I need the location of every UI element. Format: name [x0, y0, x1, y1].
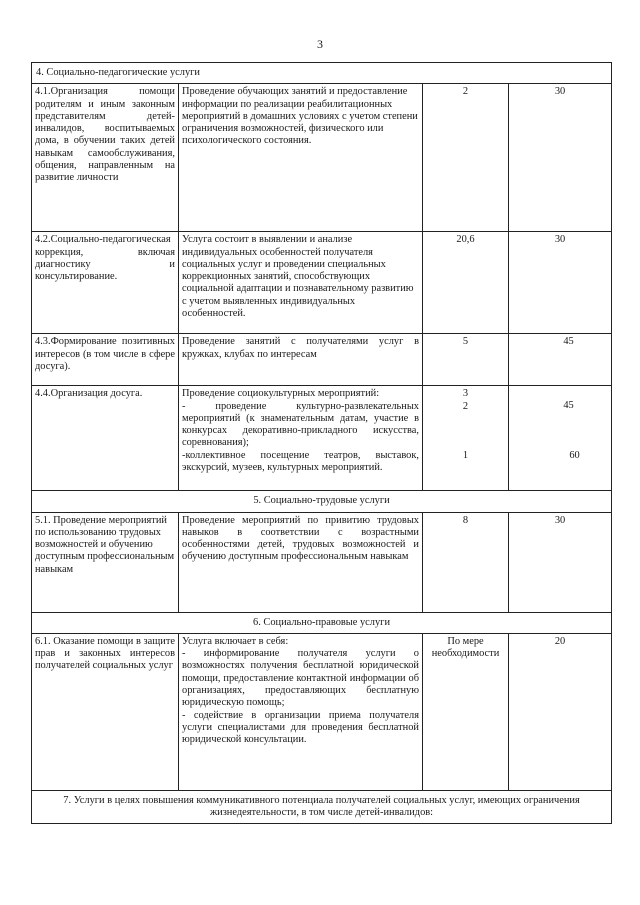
- service-description: Проведение мероприятий по привитию трудовых навыков в соответствии с возрастными особенностями детей, трудовых возможностей и обучению доступным профессиональным навыкам: [179, 512, 423, 612]
- service-name: 6.1. Оказание помощи в защите прав и законных интересов получателей социальных услуг: [32, 633, 179, 790]
- value-a: 3: [462, 388, 469, 400]
- services-table: [31, 62, 612, 824]
- service-name: 4.3.Формирование позитивных интересов (в том числе в сфере досуга).: [32, 334, 179, 386]
- service-name: 4.4.Организация досуга.: [32, 386, 179, 491]
- value-b: 2: [462, 400, 469, 412]
- service-name: 5.1. Проведение мероприятий по использованию трудовых возможностей и обучению доступным профессиональным навыкам: [32, 512, 179, 612]
- service-value-2: 30: [509, 84, 612, 232]
- value-b: 60: [569, 449, 580, 461]
- description-line: Услуга включает в себя:: [182, 635, 289, 647]
- section-4-title: 4. Социально-педагогические услуги: [32, 63, 612, 84]
- service-value-2: [509, 386, 612, 491]
- description-line: Проведение социокультурных мероприятий:: [182, 388, 380, 400]
- service-description: [179, 386, 423, 491]
- service-value-2: 30: [509, 512, 612, 612]
- service-description: Проведение обучающих занятий и предоставление информации по реализации реабилитационных мероприятий в домашних условиях с учетом степени ограничения возможностей, физического или психологического состояния.: [179, 84, 423, 232]
- table-row: [32, 633, 612, 790]
- service-description: [179, 633, 423, 790]
- section-6-title: 6. Социально-правовые услуги: [32, 612, 612, 633]
- service-description: Услуга состоит в выявлении и анализе индивидуальных особенностей получателя социальных услуг и проведении специальных коррекционных занятий, способствующих социальной адаптации и познавательному развитию с учетом выявленных индивидуальных особенностей.: [179, 232, 423, 334]
- service-value-1: [423, 386, 509, 491]
- value-c: 1: [462, 449, 469, 461]
- description-line: - содействие в организации приема получателя услуги специалистами для проведения бесплатной юридической консультации.: [182, 709, 419, 746]
- table-row: [32, 84, 612, 232]
- description-line: - проведение культурно-развлекательных мероприятий (к знаменательным датам, участие в конкурсах декоративно-прикладного искусства, соревнования);: [182, 400, 419, 449]
- service-value-2: 20: [509, 633, 612, 790]
- description-line: - информирование получателя услуги о возможностях получения бесплатной юридической помощи, предоставление контактной информации об организациях, предоставляющих бесплатную юридическую помощь;: [182, 648, 419, 709]
- service-description: Проведение занятий с получателями услуг в кружках, клубах по интересам: [179, 334, 423, 386]
- service-value-1: 20,6: [423, 232, 509, 334]
- service-value-1: 2: [423, 84, 509, 232]
- section-header-row: [32, 790, 612, 824]
- service-value-1: По мере необходимости: [423, 633, 509, 790]
- section-header-row: [32, 491, 612, 512]
- description-line: -коллективное посещение театров, выставок, экскурсий, музеев, культурных мероприятий.: [182, 449, 419, 474]
- section-header-row: [32, 612, 612, 633]
- service-value-1: 8: [423, 512, 509, 612]
- section-7-title: 7. Услуги в целях повышения коммуникативного потенциала получателей социальных услуг, имеющих ограничения жизнедеятельности, в том числе детей-инвалидов:: [32, 790, 612, 824]
- service-value-2: 30: [509, 232, 612, 334]
- table-row: [32, 386, 612, 491]
- section-5-title: 5. Социально-трудовые услуги: [32, 491, 612, 512]
- table-row: [32, 512, 612, 612]
- service-value-2: 45: [509, 334, 612, 386]
- section-header-row: [32, 63, 612, 84]
- page-number: 3: [317, 37, 323, 51]
- table-row: [32, 232, 612, 334]
- service-value-1: 5: [423, 334, 509, 386]
- service-name: 4.1.Организация помощи родителям и иным законным представителям детей-инвалидов, воспитываемых дома, в обучении таких детей навыкам самообслуживания, общения, направленным на развитие личности: [32, 84, 179, 232]
- value-a: 45: [563, 400, 574, 412]
- table-row: [32, 334, 612, 386]
- service-name: 4.2.Социально-педагогическая коррекция, включая диагностику и консультирование.: [32, 232, 179, 334]
